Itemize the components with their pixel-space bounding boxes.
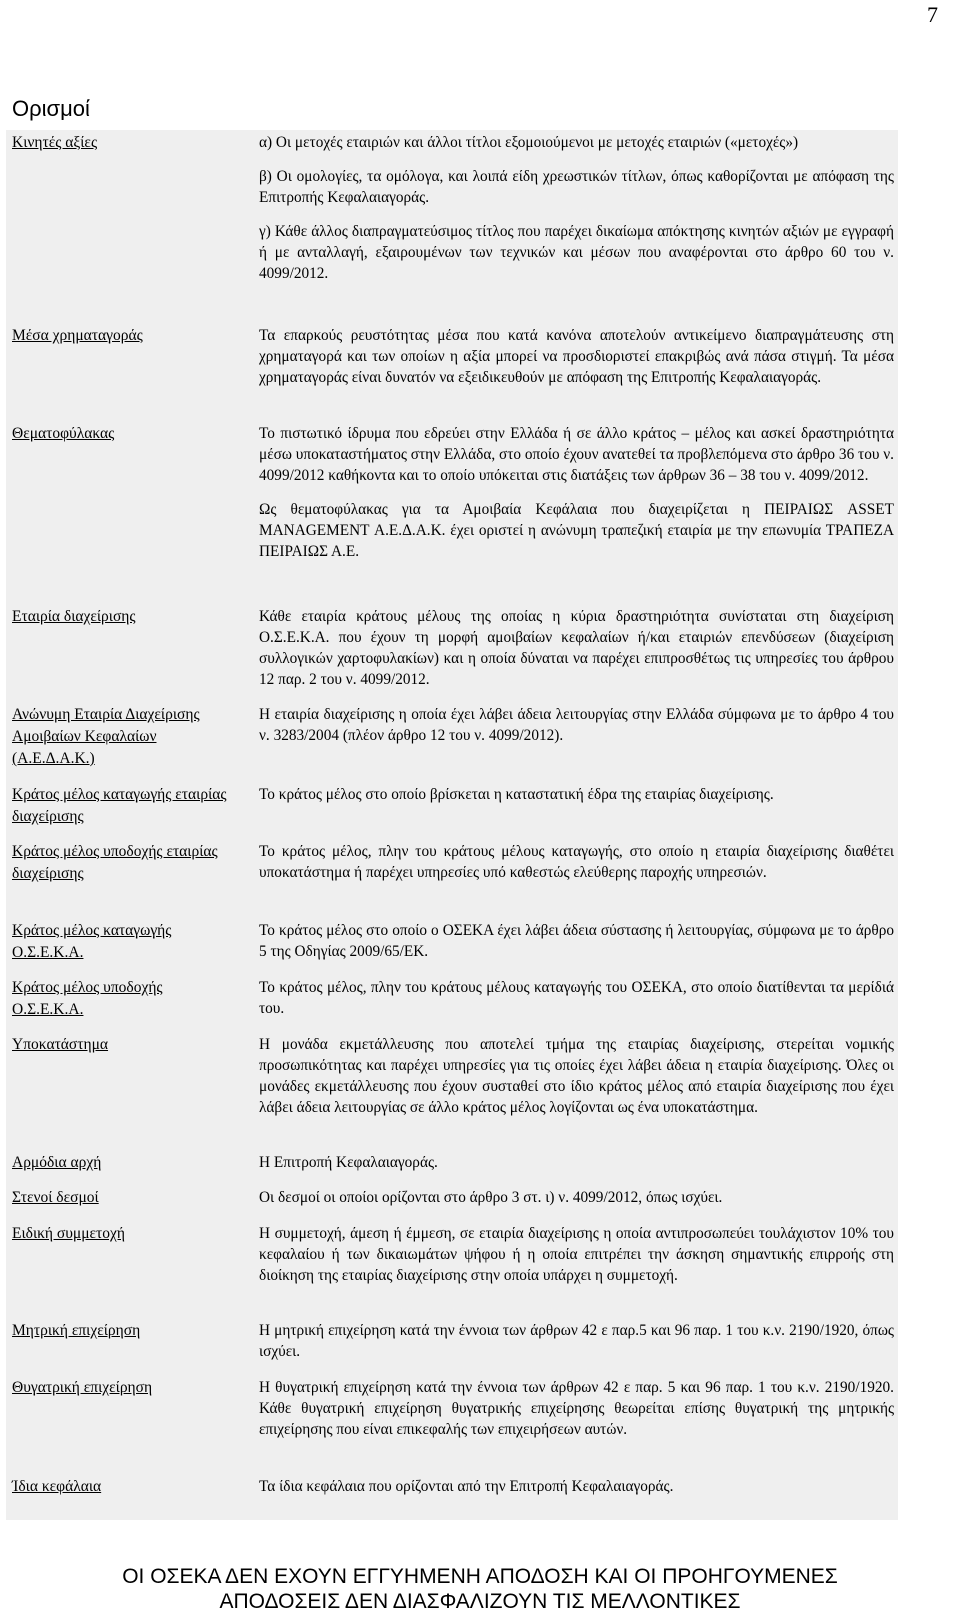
definition-paragraph: Η εταιρία διαχείρισης η οποία έχει λάβει άδεια λειτουργίας στην Ελλάδα σύμφωνα με το άρθρο 4 του ν. 3283/2004 (πλέον άρθρο 12 του ν. 4099/2012). (259, 706, 894, 744)
definition-text (259, 423, 894, 575)
definition-text (259, 325, 894, 401)
disclaimer-footer (0, 1564, 960, 1614)
definition-paragraph: Η μητρική επιχείρηση κατά την έννοια των άρθρων 42 ε παρ.5 και 96 παρ. 1 του κ.ν. 2190/1920, όπως ισχύει. (259, 1322, 894, 1360)
definition-text (259, 977, 894, 1032)
definition-term: Θεματοφύλακας (12, 425, 115, 442)
definition-term: Εταιρία διαχείρισης (12, 608, 136, 625)
definition-paragraph: Η συμμετοχή, άμεση ή έμμεση, σε εταιρία διαχείρισης η οποία αντιπροσωπεύει τουλάχιστον 10% του κεφαλαίου ή των δικαιωμάτων ψήφου ή η οποία επιτρέπει την άσκηση σημαντικής επιρροής στη διοίκηση της εταιρίας διαχείρισης στην οποία υπάρχει η συμμετοχή. (259, 1225, 894, 1284)
definition-text (259, 1223, 894, 1299)
definition-text (259, 841, 894, 896)
definition-term: Υποκατάστημα (12, 1036, 109, 1053)
definition-term: Ειδική συμμετοχή (12, 1225, 126, 1242)
definition-paragraph: Η θυγατρική επιχείρηση κατά την έννοια των άρθρων 42 ε παρ. 5 και 96 παρ. 1 του κ.ν. 2190/1920. Κάθε θυγατρική επιχείρηση θυγατρικής επιχείρησης θεωρείται επίσης θυγατρική της μητρικής επιχείρησης που είναι επικεφαλής των επιχειρήσεων αυτών. (259, 1379, 894, 1438)
definition-term: Αρμόδια αρχή (12, 1154, 102, 1171)
definition-paragraph: Οι δεσμοί οι οποίοι ορίζονται στο άρθρο 3 στ. ι) ν. 4099/2012, όπως ισχύει. (259, 1189, 723, 1206)
definition-term: Κράτος μέλος καταγωγής Ο.Σ.Ε.Κ.Α. (12, 922, 172, 961)
definition-term: Μητρική επιχείρηση (12, 1322, 141, 1339)
definition-text (259, 1152, 894, 1186)
definition-term: Θυγατρική επιχείρηση (12, 1379, 153, 1396)
definition-paragraph: β) Οι ομολογίες, τα ομόλογα, και λοιπά είδη χρεωστικών τίτλων, όπως καθορίζονται με απόφαση της Επιτροπής Κεφαλαιαγοράς. (259, 168, 894, 206)
definition-term: Κράτος μέλος καταγωγής εταιρίας διαχείρισης (12, 786, 227, 825)
definition-term: Ίδια κεφάλαια (12, 1478, 102, 1495)
definition-term: Κράτος μέλος υποδοχής Ο.Σ.Ε.Κ.Α. (12, 979, 163, 1018)
definition-paragraph: Το κράτος μέλος στο οποίο βρίσκεται η καταστατική έδρα της εταιρίας διαχείρισης. (259, 786, 774, 803)
definition-term: Κινητές αξίες (12, 134, 98, 151)
definition-text (259, 704, 894, 759)
definition-paragraph: Τα ίδια κεφάλαια που ορίζονται από την Επιτροπή Κεφαλαιαγοράς. (259, 1478, 674, 1495)
definition-text (259, 1034, 894, 1131)
definition-paragraph: γ) Κάθε άλλος διαπραγματεύσιμος τίτλος που παρέχει δικαίωμα απόκτησης κινητών αξιών με εγγραφή ή με ανταλλαγή, εξαιρουμένων των τεχνικών και μέσων που αναφέρονται στο άρθρο 60 του ν. 4099/2012. (259, 223, 894, 282)
definition-paragraph: Το κράτος μέλος στο οποίο ο ΟΣΕΚΑ έχει λάβει άδεια σύστασης ή λειτουργίας, σύμφωνα με το άρθρο 5 της Οδηγίας 2009/65/ΕΚ. (259, 922, 894, 960)
definition-paragraph: Ως θεματοφύλακας για τα Αμοιβαία Κεφάλαια που διαχειρίζεται η ΠΕΙΡΑΙΩΣ ASSET MANAGEMENT Α.Ε.Δ.Α.Κ. έχει οριστεί η ανώνυμη τραπεζική εταιρία με την επωνυμία ΤΡΑΠΕΖΑ ΠΕΙΡΑΙΩΣ Α.Ε. (259, 501, 894, 560)
definition-text (259, 1320, 894, 1375)
disclaimer-line: ΟΙ ΟΣΕΚΑ ΔΕΝ ΕΧΟΥΝ ΕΓΓΥΗΜΕΝΗ ΑΠΟΔΟΣΗ ΚΑΙ ΟΙ ΠΡΟΗΓΟΥΜΕΝΕΣ (122, 1565, 838, 1588)
definition-text (259, 1476, 894, 1510)
page-number: 7 (927, 2, 938, 27)
definition-term: Στενοί δεσμοί (12, 1189, 99, 1206)
definition-paragraph: Το κράτος μέλος, πλην του κράτους μέλους καταγωγής, στο οποίο η εταιρία διαχείρισης διαθέτει υποκατάστημα ή παρέχει υπηρεσίες υπό καθεστώς ελεύθερης παροχής υπηρεσιών. (259, 843, 894, 881)
definition-text (259, 784, 894, 818)
definition-text (259, 132, 894, 297)
definition-paragraph: Η Επιτροπή Κεφαλαιαγοράς. (259, 1154, 438, 1171)
definition-term: Μέσα χρηματαγοράς (12, 327, 143, 344)
definition-term: Ανώνυμη Εταιρία Διαχείρισης Αμοιβαίων Κεφαλαίων (Α.Ε.Δ.Α.Κ.) (12, 706, 200, 767)
definition-paragraph: Τα επαρκούς ρευστότητας μέσα που κατά κανόνα αποτελούν αντικείμενο διαπραγμάτευσης στη χρηματαγορά και των οποίων η αξία μπορεί να προσδιοριστεί επακριβώς ανά πάσα στιγμή. Τα μέσα χρηματαγοράς είναι δυνατόν να εξειδικευθούν με απόφαση της Επιτροπής Κεφαλαιαγοράς. (259, 327, 894, 386)
definition-paragraph: Το πιστωτικό ίδρυμα που εδρεύει στην Ελλάδα ή σε άλλο κράτος – μέλος και ασκεί δραστηριότητα μέσω υποκαταστήματος στην Ελλάδα, στο οποίο έχουν ανατεθεί τα προβλεπόμενα στο άρθρο 36 του ν. 4099/2012 καθήκοντα και το οποίο υπόκειται στις διατάξεις των άρθρων 36 – 38 του ν. 4099/2012. (259, 425, 894, 484)
definition-term: Κράτος μέλος υποδοχής εταιρίας διαχείρισης (12, 843, 218, 882)
definition-text (259, 920, 894, 975)
definition-paragraph: α) Οι μετοχές εταιριών και άλλοι τίτλοι εξομοιούμενοι με μετοχές εταιριών («μετοχές») (259, 134, 799, 151)
definitions-table (6, 130, 898, 1520)
definition-paragraph: Η μονάδα εκμετάλλευσης που αποτελεί τμήμα της εταιρίας διαχείρισης, στερείται νομικής προσωπικότητας και παρέχει υπηρεσίες για τις οποίες έχει λάβει άδεια η εταιρία διαχείρισης. Όλες οι μονάδες εκμετάλλευσης που έχουν συσταθεί στο ίδιο κράτος μέλος από εταιρία διαχείρισης που έχει λάβει άδεια λειτουργίας σε άλλο κράτος μέλος λογίζονται ως ένα υποκατάστημα. (259, 1036, 894, 1116)
definition-paragraph: Κάθε εταιρία κράτους μέλους της οποίας η κύρια δραστηριότητα συνίσταται στη διαχείριση Ο.Σ.Ε.Κ.Α. που έχουν τη μορφή αμοιβαίων κεφαλαίων ή/και εταιριών επενδύσεων (διαχείριση συλλογικών χαρτοφυλακίων) και η οποία δύναται να παρέχει επιπροσθέτως τις υπηρεσίες του άρθρου 12 παρ. 2 του ν. 4099/2012. (259, 608, 894, 688)
page-title: Ορισμοί (12, 96, 90, 121)
definition-text (259, 606, 894, 703)
definition-text (259, 1377, 894, 1453)
definition-paragraph: Το κράτος μέλος, πλην του κράτους μέλους καταγωγής του ΟΣΕΚΑ, στο οποίο διατίθενται τα μερίδιά του. (259, 979, 894, 1017)
disclaimer-line: ΑΠΟΔΟΣΕΙΣ ΔΕΝ ΔΙΑΣΦΑΛΙΖΟΥΝ ΤΙΣ ΜΕΛΛΟΝΤΙΚΕΣ (219, 1590, 741, 1613)
definition-text (259, 1187, 894, 1221)
